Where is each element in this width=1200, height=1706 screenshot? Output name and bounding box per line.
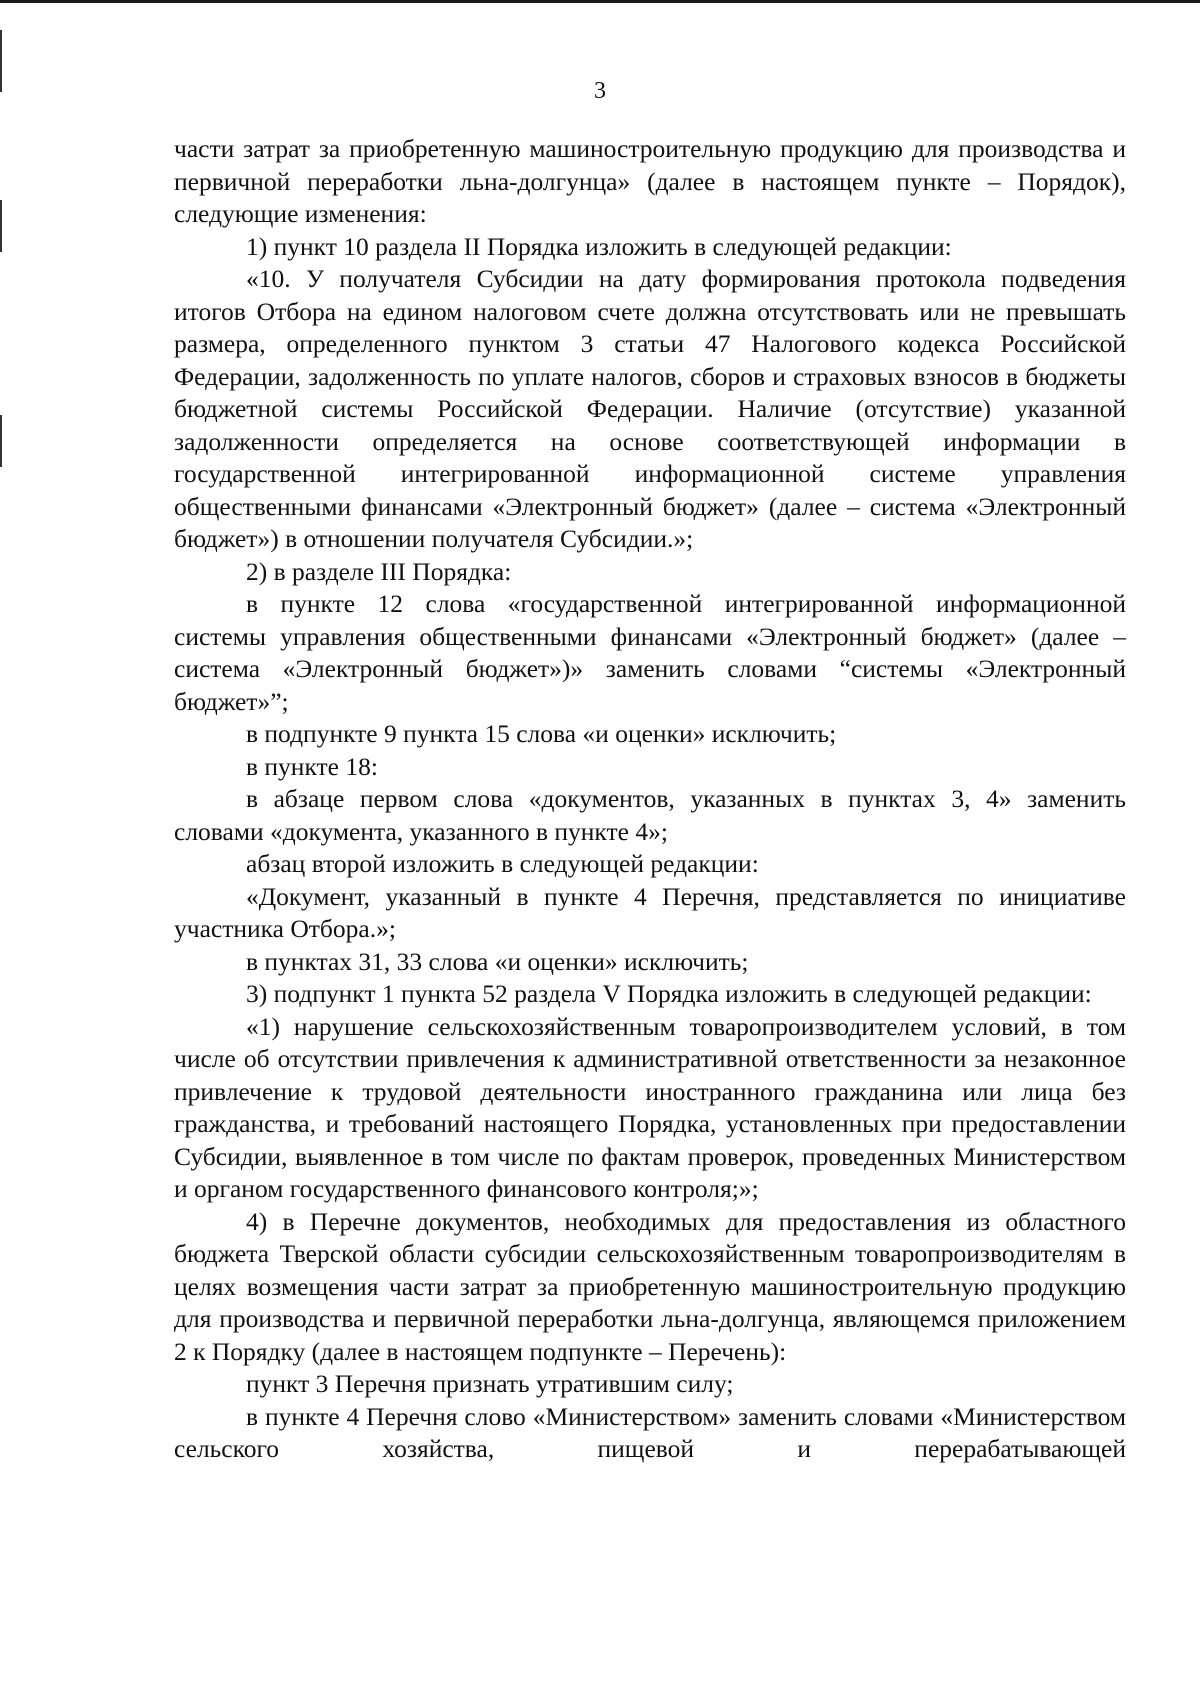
paragraph: в пункте 4 Перечня слово «Министерством» заменить словами «Министерством сельского хозяйства, пищевой и перерабатывающей: [174, 1401, 1126, 1463]
paragraph: в абзаце первом слова «документов, указанных в пунктах 3, 4» заменить словами «документа, указанного в пункте 4»;: [174, 784, 1126, 846]
document-body: [174, 133, 1126, 1466]
paragraph: в пункте 18:: [246, 751, 378, 781]
scan-left-mark: [0, 415, 2, 467]
paragraph: 4) в Перечне документов, необходимых для предоставления из областного бюджета Тверской области субсидии сельскохозяйственным товаропроизводителям в целях возмещения части затрат за приобретенную машиностроительную продукцию для производства и первичной переработки льна-долгунца, являющемся приложением 2 к Порядку (далее в настоящем подпункте – Перечень):: [174, 1206, 1126, 1366]
paragraph: в пункте 12 слова «государственной интегрированной информационной системы управления общественными финансами «Электронный бюджет» (далее – система «Электронный бюджет»)» заменить словами “системы «Электронный бюджет»”;: [174, 589, 1126, 716]
scan-top-edge: [0, 0, 1200, 3]
paragraph: в пунктах 31, 33 слова «и оценки» исключить;: [246, 946, 749, 976]
paragraph: 3) подпункт 1 пункта 52 раздела V Порядка изложить в следующей редакции:: [246, 979, 1092, 1008]
paragraph: абзац второй изложить в следующей редакции:: [246, 849, 759, 878]
paragraph: «10. У получателя Субсидии на дату формирования протокола подведения итогов Отбора на едином налоговом счете должна отсутствовать или не превышать размера, определенного пунктом 3 статьи 47 Налогового кодекса Российской Федерации, задолженность по уплате налогов, сборов и страховых взносов в бюджеты бюджетной системы Российской Федерации. Наличие (отсутствие) указанной задолженности определяется на основе соответствующей информации в государственной интегрированной информационной системе управления общественными финансами «Электронный бюджет» (далее – система «Электронный бюджет») в отношении получателя Субсидии.»;: [174, 264, 1126, 553]
paragraph: «Документ, указанный в пункте 4 Перечня, представляется по инициативе участника Отбора.»;: [174, 881, 1126, 943]
scan-left-mark: [0, 200, 2, 252]
page-number: 3: [594, 78, 606, 104]
paragraph: «1) нарушение сельскохозяйственным товаропроизводителем условий, в том числе об отсутствии привлечения к административной ответственности за незаконное привлечение к трудовой деятельности иностранного гражданина или лица без гражданства, и требований настоящего Порядка, установленных при предоставлении Субсидии, выявленное в том числе по фактам проверок, проведенных Министерством и органом государственного финансового контроля;»;: [174, 1011, 1126, 1203]
paragraph: части затрат за приобретенную машиностроительную продукцию для производства и первичной переработки льна-долгунца» (далее в настоящем пункте – Порядок), следующие изменения:: [174, 134, 1126, 228]
paragraph: пункт 3 Перечня признать утратившим силу;: [246, 1369, 734, 1398]
paragraph: 2) в разделе III Порядка:: [246, 556, 512, 586]
paragraph: в подпункте 9 пункта 15 слова «и оценки» исключить;: [246, 719, 837, 748]
paragraph: 1) пункт 10 раздела II Порядка изложить в следующей редакции:: [246, 231, 952, 261]
